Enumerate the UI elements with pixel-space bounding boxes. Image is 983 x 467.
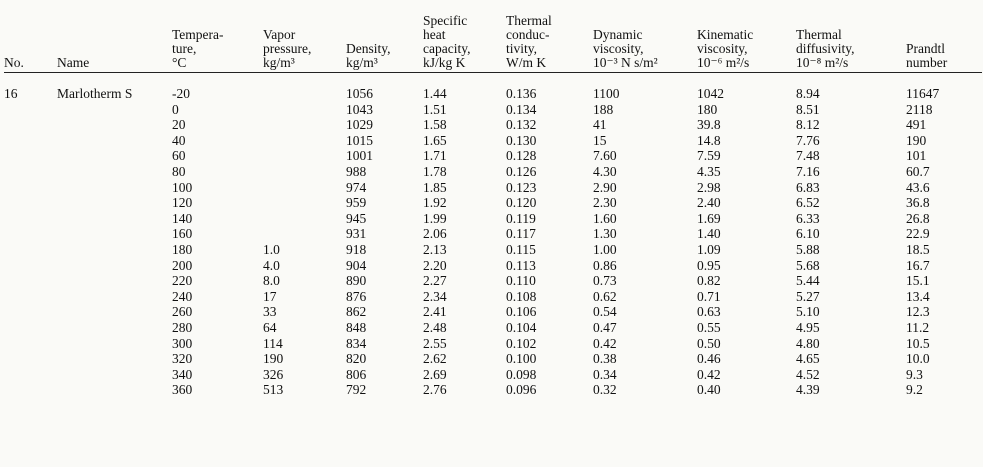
header-temperature-line-2: ture, <box>172 41 197 56</box>
cell-specific-heat: 1.44 <box>423 86 447 101</box>
cell-specific-heat: 2.06 <box>423 226 447 242</box>
cell-thermal-conductivity: 0.113 <box>506 257 536 273</box>
cell-specific-heat: 2.34 <box>423 288 447 304</box>
header-alpha-line-3: 10⁻⁸ m²/s <box>796 55 849 70</box>
cell-temperature: 140 <box>172 210 193 226</box>
cell-name <box>57 273 172 289</box>
cell-temperature: 200 <box>172 257 193 273</box>
header-k-line-2: conduc- <box>506 27 550 42</box>
header-nu-line-1: Kinematic <box>697 27 754 42</box>
cell-thermal-conductivity: 0.132 <box>506 117 537 133</box>
cell-kinematic-viscosity: 1042 <box>697 86 724 101</box>
cell-prandtl-number: 12.3 <box>906 304 930 320</box>
cell-temperature: 360 <box>172 382 193 398</box>
cell-temperature: 0 <box>172 101 179 117</box>
header-density-line-1: Density, <box>346 41 391 56</box>
cell-kinematic-viscosity: 2.98 <box>697 179 721 195</box>
cell-no: 16 <box>4 86 18 101</box>
header-row <box>4 0 982 73</box>
cell-specific-heat: 1.92 <box>423 195 447 211</box>
cell-name <box>57 117 172 133</box>
cell-temperature: 120 <box>172 195 193 211</box>
cell-dynamic-viscosity: 0.54 <box>593 304 617 320</box>
cell-specific-heat: 1.78 <box>423 163 447 179</box>
cell-no <box>4 195 57 211</box>
cell-no <box>4 367 57 383</box>
cell-thermal-conductivity: 0.117 <box>506 226 536 242</box>
table-row <box>4 304 982 320</box>
cell-vapor-pressure <box>263 195 346 211</box>
cell-no <box>4 382 57 398</box>
cell-temperature: 60 <box>172 148 186 164</box>
cell-specific-heat: 2.69 <box>423 366 447 382</box>
cell-kinematic-viscosity: 39.8 <box>697 117 721 133</box>
cell-no <box>4 148 57 164</box>
cell-dynamic-viscosity: 15 <box>593 132 607 148</box>
cell-thermal-diffusivity: 5.27 <box>796 288 820 304</box>
cell-kinematic-viscosity: 0.46 <box>697 351 721 367</box>
table-row <box>4 148 982 164</box>
cell-specific-heat: 1.51 <box>423 101 447 117</box>
cell-kinematic-viscosity: 180 <box>697 101 718 117</box>
cell-dynamic-viscosity: 0.62 <box>593 288 617 304</box>
cell-thermal-conductivity: 0.136 <box>506 86 537 101</box>
cell-thermal-diffusivity: 6.10 <box>796 226 820 242</box>
header-nu-line-2: viscosity, <box>697 41 748 56</box>
cell-specific-heat: 1.99 <box>423 210 447 226</box>
header-cp-line-2: heat <box>423 27 446 42</box>
cell-prandtl-number: 15.1 <box>906 273 930 289</box>
table-row <box>4 195 982 211</box>
cell-thermal-diffusivity: 8.12 <box>796 117 820 133</box>
cell-specific-heat: 2.55 <box>423 335 447 351</box>
cell-no <box>4 102 57 118</box>
cell-no <box>4 289 57 305</box>
header-specific-heat <box>423 0 506 73</box>
cell-name <box>57 211 172 227</box>
cell-thermal-conductivity: 0.123 <box>506 179 537 195</box>
cell-temperature: 180 <box>172 241 193 257</box>
cell-thermal-conductivity: 0.128 <box>506 148 537 164</box>
cell-vapor-pressure: 1.0 <box>263 241 280 257</box>
cell-temperature: 340 <box>172 366 193 382</box>
cell-thermal-conductivity: 0.120 <box>506 195 537 211</box>
cell-dynamic-viscosity: 1100 <box>593 86 620 101</box>
cell-thermal-conductivity: 0.102 <box>506 335 537 351</box>
table-row <box>4 273 982 289</box>
cell-dynamic-viscosity: 0.34 <box>593 366 617 382</box>
cell-density: 890 <box>346 273 367 289</box>
table-row <box>4 336 982 352</box>
cell-density: 904 <box>346 257 367 273</box>
header-kinematic-viscosity <box>697 0 796 73</box>
cell-thermal-diffusivity: 4.95 <box>796 319 820 335</box>
cell-kinematic-viscosity: 0.63 <box>697 304 721 320</box>
cell-prandtl-number: 18.5 <box>906 241 930 257</box>
cell-kinematic-viscosity: 1.40 <box>697 226 721 242</box>
thermophysical-properties-table <box>4 0 982 398</box>
cell-thermal-diffusivity: 4.80 <box>796 335 820 351</box>
cell-kinematic-viscosity: 0.55 <box>697 319 721 335</box>
cell-name <box>57 289 172 305</box>
cell-no <box>4 351 57 367</box>
header-thermal-diffusivity <box>796 0 906 73</box>
cell-no <box>4 242 57 258</box>
cell-no <box>4 180 57 196</box>
cell-kinematic-viscosity: 0.82 <box>697 273 721 289</box>
cell-vapor-pressure <box>263 226 346 242</box>
header-mu-line-1: Dynamic <box>593 27 643 42</box>
header-vapor-pressure <box>263 0 346 73</box>
cell-density: 792 <box>346 382 367 398</box>
cell-temperature: 20 <box>172 117 186 133</box>
cell-vapor-pressure: 8.0 <box>263 273 280 289</box>
table-row <box>4 133 982 149</box>
cell-temperature: 240 <box>172 288 193 304</box>
cell-thermal-diffusivity: 8.94 <box>796 86 820 101</box>
cell-kinematic-viscosity: 2.40 <box>697 195 721 211</box>
cell-name <box>57 148 172 164</box>
cell-no <box>4 117 57 133</box>
table-body <box>4 73 982 398</box>
table-row <box>4 382 982 398</box>
cell-density: 1029 <box>346 117 373 133</box>
cell-prandtl-number: 26.8 <box>906 210 930 226</box>
header-k-line-1: Thermal <box>506 13 552 28</box>
cell-name <box>57 351 172 367</box>
cell-prandtl-number: 190 <box>906 132 927 148</box>
cell-dynamic-viscosity: 2.90 <box>593 179 617 195</box>
cell-density: 1043 <box>346 101 373 117</box>
cell-density: 945 <box>346 210 367 226</box>
cell-thermal-diffusivity: 4.39 <box>796 382 820 398</box>
cell-temperature: -20 <box>172 86 190 101</box>
table-row <box>4 211 982 227</box>
table-row <box>4 102 982 118</box>
cell-thermal-diffusivity: 7.48 <box>796 148 820 164</box>
cell-thermal-conductivity: 0.110 <box>506 273 536 289</box>
header-alpha-line-2: diffusivity, <box>796 41 855 56</box>
cell-name <box>57 164 172 180</box>
cell-name <box>57 195 172 211</box>
cell-density: 806 <box>346 366 367 382</box>
cell-density: 1056 <box>346 86 373 101</box>
table-row <box>4 242 982 258</box>
header-k-line-4: W/m K <box>506 55 547 70</box>
cell-kinematic-viscosity: 14.8 <box>697 132 721 148</box>
cell-kinematic-viscosity: 1.09 <box>697 241 721 257</box>
cell-specific-heat: 2.62 <box>423 351 447 367</box>
cell-thermal-conductivity: 0.134 <box>506 101 537 117</box>
cell-specific-heat: 1.85 <box>423 179 447 195</box>
cell-thermal-conductivity: 0.096 <box>506 382 537 398</box>
cell-vapor-pressure: 64 <box>263 319 277 335</box>
cell-thermal-conductivity: 0.104 <box>506 319 537 335</box>
cell-density: 918 <box>346 241 367 257</box>
header-cp-line-1: Specific <box>423 13 468 28</box>
table-row <box>4 351 982 367</box>
header-cp-line-3: capacity, <box>423 41 471 56</box>
cell-name <box>57 226 172 242</box>
cell-temperature: 260 <box>172 304 193 320</box>
cell-thermal-diffusivity: 5.88 <box>796 241 820 257</box>
cell-prandtl-number: 11.2 <box>906 319 930 335</box>
cell-vapor-pressure: 190 <box>263 351 284 367</box>
header-name: Name <box>57 0 172 73</box>
header-no: No. <box>4 0 57 73</box>
cell-vapor-pressure: 4.0 <box>263 257 280 273</box>
cell-dynamic-viscosity: 0.47 <box>593 319 617 335</box>
cell-dynamic-viscosity: 0.73 <box>593 273 617 289</box>
cell-prandtl-number: 16.7 <box>906 257 930 273</box>
cell-vapor-pressure: 326 <box>263 366 284 382</box>
header-temperature-line-1: Tempera- <box>172 27 224 42</box>
cell-thermal-diffusivity: 4.65 <box>796 351 820 367</box>
cell-specific-heat: 2.13 <box>423 241 447 257</box>
header-k-line-3: tivity, <box>506 41 538 56</box>
cell-thermal-diffusivity: 4.52 <box>796 366 820 382</box>
table-row <box>4 258 982 274</box>
cell-specific-heat: 2.48 <box>423 319 447 335</box>
cell-dynamic-viscosity: 4.30 <box>593 163 617 179</box>
cell-temperature: 160 <box>172 226 193 242</box>
cell-thermal-diffusivity: 6.52 <box>796 195 820 211</box>
cell-dynamic-viscosity: 1.00 <box>593 241 617 257</box>
cell-thermal-diffusivity: 6.33 <box>796 210 820 226</box>
cell-specific-heat: 2.76 <box>423 382 447 398</box>
cell-prandtl-number: 60.7 <box>906 163 930 179</box>
cell-temperature: 220 <box>172 273 193 289</box>
cell-density: 974 <box>346 179 367 195</box>
cell-name <box>57 367 172 383</box>
cell-name <box>57 102 172 118</box>
cell-no <box>4 273 57 289</box>
cell-prandtl-number: 2118 <box>906 101 933 117</box>
cell-temperature: 320 <box>172 351 193 367</box>
cell-dynamic-viscosity: 0.42 <box>593 335 617 351</box>
cell-no <box>4 336 57 352</box>
cell-prandtl-number: 101 <box>906 148 927 164</box>
cell-name <box>57 133 172 149</box>
cell-prandtl-number: 9.2 <box>906 382 923 398</box>
cell-vapor-pressure: 513 <box>263 382 284 398</box>
cell-temperature: 100 <box>172 179 193 195</box>
cell-kinematic-viscosity: 0.42 <box>697 366 721 382</box>
header-vapor-line-2: pressure, <box>263 41 312 56</box>
cell-thermal-conductivity: 0.098 <box>506 366 537 382</box>
cell-vapor-pressure <box>263 164 346 180</box>
cell-prandtl-number: 43.6 <box>906 179 930 195</box>
header-alpha-line-1: Thermal <box>796 27 842 42</box>
cell-no <box>4 164 57 180</box>
cell-vapor-pressure <box>263 73 346 102</box>
cell-specific-heat: 1.65 <box>423 132 447 148</box>
table-row <box>4 73 982 102</box>
cell-specific-heat: 1.58 <box>423 117 447 133</box>
header-pr-line-1: Prandtl <box>906 41 945 56</box>
cell-thermal-diffusivity: 8.51 <box>796 101 820 117</box>
cell-density: 820 <box>346 351 367 367</box>
cell-specific-heat: 2.27 <box>423 273 447 289</box>
cell-name <box>57 258 172 274</box>
cell-dynamic-viscosity: 0.86 <box>593 257 617 273</box>
cell-dynamic-viscosity: 1.60 <box>593 210 617 226</box>
cell-vapor-pressure <box>263 211 346 227</box>
cell-density: 931 <box>346 226 367 242</box>
cell-density: 876 <box>346 288 367 304</box>
cell-kinematic-viscosity: 0.50 <box>697 335 721 351</box>
cell-prandtl-number: 10.0 <box>906 351 930 367</box>
header-temperature-line-3: °C <box>172 55 187 70</box>
cell-density: 848 <box>346 319 367 335</box>
cell-thermal-conductivity: 0.130 <box>506 132 537 148</box>
cell-name <box>57 320 172 336</box>
cell-vapor-pressure: 33 <box>263 304 277 320</box>
cell-kinematic-viscosity: 0.40 <box>697 382 721 398</box>
header-mu-line-3: 10⁻³ N s/m² <box>593 55 658 70</box>
cell-thermal-diffusivity: 5.44 <box>796 273 820 289</box>
cell-dynamic-viscosity: 41 <box>593 117 607 133</box>
cell-thermal-conductivity: 0.115 <box>506 241 536 257</box>
header-temperature <box>172 0 263 73</box>
cell-prandtl-number: 11647 <box>906 86 940 101</box>
cell-prandtl-number: 9.3 <box>906 366 923 382</box>
cell-dynamic-viscosity: 0.32 <box>593 382 617 398</box>
header-cp-line-4: kJ/kg K <box>423 55 466 70</box>
cell-prandtl-number: 36.8 <box>906 195 930 211</box>
header-mu-line-2: viscosity, <box>593 41 644 56</box>
cell-name <box>57 180 172 196</box>
cell-kinematic-viscosity: 0.71 <box>697 288 721 304</box>
cell-dynamic-viscosity: 0.38 <box>593 351 617 367</box>
cell-no <box>4 226 57 242</box>
cell-kinematic-viscosity: 7.59 <box>697 148 721 164</box>
cell-kinematic-viscosity: 1.69 <box>697 210 721 226</box>
table-row <box>4 289 982 305</box>
cell-vapor-pressure <box>263 148 346 164</box>
header-dynamic-viscosity <box>593 0 697 73</box>
cell-temperature: 280 <box>172 319 193 335</box>
cell-prandtl-number: 491 <box>906 117 927 133</box>
cell-kinematic-viscosity: 0.95 <box>697 257 721 273</box>
cell-vapor-pressure <box>263 102 346 118</box>
cell-vapor-pressure: 17 <box>263 288 277 304</box>
table-row <box>4 117 982 133</box>
cell-temperature: 40 <box>172 132 186 148</box>
cell-thermal-conductivity: 0.100 <box>506 351 537 367</box>
cell-specific-heat: 2.41 <box>423 304 447 320</box>
table-row <box>4 164 982 180</box>
cell-vapor-pressure: 114 <box>263 335 283 351</box>
header-vapor-line-1: Vapor <box>263 27 296 42</box>
cell-vapor-pressure <box>263 133 346 149</box>
header-pr-line-2: number <box>906 55 948 70</box>
cell-vapor-pressure <box>263 117 346 133</box>
cell-density: 988 <box>346 163 367 179</box>
cell-prandtl-number: 22.9 <box>906 226 930 242</box>
cell-temperature: 300 <box>172 335 193 351</box>
cell-dynamic-viscosity: 1.30 <box>593 226 617 242</box>
cell-dynamic-viscosity: 7.60 <box>593 148 617 164</box>
cell-density: 834 <box>346 335 367 351</box>
cell-dynamic-viscosity: 188 <box>593 101 614 117</box>
cell-name <box>57 382 172 398</box>
header-thermal-conductivity <box>506 0 593 73</box>
cell-thermal-diffusivity: 5.10 <box>796 304 820 320</box>
cell-no <box>4 320 57 336</box>
cell-prandtl-number: 13.4 <box>906 288 930 304</box>
cell-thermal-diffusivity: 7.76 <box>796 132 820 148</box>
cell-specific-heat: 2.20 <box>423 257 447 273</box>
cell-no <box>4 211 57 227</box>
cell-thermal-diffusivity: 5.68 <box>796 257 820 273</box>
cell-thermal-conductivity: 0.108 <box>506 288 537 304</box>
cell-density: 1015 <box>346 132 373 148</box>
table-row <box>4 367 982 383</box>
cell-no <box>4 304 57 320</box>
table-row <box>4 180 982 196</box>
header-nu-line-3: 10⁻⁶ m²/s <box>697 55 750 70</box>
cell-density: 959 <box>346 195 367 211</box>
cell-no <box>4 133 57 149</box>
cell-kinematic-viscosity: 4.35 <box>697 163 721 179</box>
cell-density: 1001 <box>346 148 373 164</box>
cell-thermal-conductivity: 0.119 <box>506 210 536 226</box>
cell-no <box>4 258 57 274</box>
cell-name <box>57 336 172 352</box>
cell-dynamic-viscosity: 2.30 <box>593 195 617 211</box>
header-vapor-line-3: kg/m³ <box>263 55 295 70</box>
cell-name <box>57 242 172 258</box>
cell-thermal-diffusivity: 7.16 <box>796 163 820 179</box>
cell-thermal-conductivity: 0.126 <box>506 163 537 179</box>
cell-density: 862 <box>346 304 367 320</box>
cell-temperature: 80 <box>172 163 186 179</box>
cell-thermal-conductivity: 0.106 <box>506 304 537 320</box>
header-density-line-2: kg/m³ <box>346 55 378 70</box>
cell-specific-heat: 1.71 <box>423 148 447 164</box>
header-density <box>346 0 423 73</box>
table-row <box>4 226 982 242</box>
cell-thermal-diffusivity: 6.83 <box>796 179 820 195</box>
cell-prandtl-number: 10.5 <box>906 335 930 351</box>
cell-vapor-pressure <box>263 180 346 196</box>
cell-name: Marlotherm S <box>57 86 133 101</box>
header-prandtl-number <box>906 0 982 73</box>
cell-name <box>57 304 172 320</box>
table-row <box>4 320 982 336</box>
